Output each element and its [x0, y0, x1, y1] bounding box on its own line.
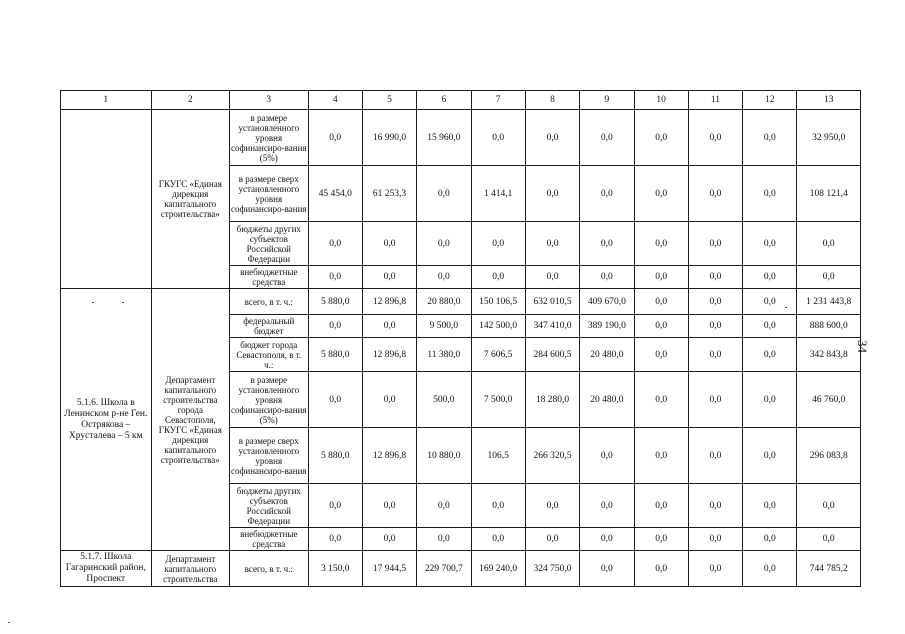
value-cell: 0,0	[688, 110, 742, 166]
funding-source-cell: всего, в т. ч.:	[230, 289, 308, 315]
object-cell: 5.1.7. Школа Гагаринский район, Проспект	[61, 551, 152, 587]
funding-source-cell: в размере сверх установленного уровня софинансиро-вания	[230, 166, 308, 222]
value-cell: 0,0	[417, 266, 471, 289]
value-cell: 0,0	[634, 166, 688, 222]
value-cell: 0,0	[580, 110, 634, 166]
value-cell: 5 880,0	[308, 338, 362, 372]
table-row	[61, 551, 861, 587]
value-cell: 20 880,0	[417, 289, 471, 315]
value-cell: 0,0	[525, 222, 579, 266]
value-cell: 9 500,0	[417, 315, 471, 338]
value-cell: 0,0	[308, 315, 362, 338]
value-cell: 0,0	[580, 166, 634, 222]
customer-cell: Департамент капитального строительства	[151, 551, 229, 587]
funding-source-cell: в размере сверх установленного уровня софинансиро-вания	[230, 428, 308, 484]
value-cell: 632 010,5	[525, 289, 579, 315]
total-cell: 0,0	[797, 528, 861, 551]
funding-source-cell: бюджеты других субъектов Российской Федерации	[230, 222, 308, 266]
value-cell: 3 150,0	[308, 551, 362, 587]
value-cell: 0,0	[580, 428, 634, 484]
column-number: 1	[61, 91, 152, 110]
total-cell: 342 843,8	[797, 338, 861, 372]
value-cell: 0,0	[471, 266, 525, 289]
value-cell: 7 500,0	[471, 372, 525, 428]
customer-cell: ГКУГС «Единая дирекция капитального строительства»	[151, 110, 229, 289]
value-cell: 0,0	[743, 484, 797, 528]
column-number: 6	[417, 91, 471, 110]
value-cell: 1 414,1	[471, 166, 525, 222]
funding-source-cell: федеральный бюджет	[230, 315, 308, 338]
value-cell: 106,5	[471, 428, 525, 484]
value-cell: 0,0	[308, 110, 362, 166]
value-cell: 15 960,0	[417, 110, 471, 166]
value-cell: 0,0	[471, 528, 525, 551]
value-cell: 0,0	[634, 110, 688, 166]
value-cell: 0,0	[362, 222, 416, 266]
value-cell: 0,0	[580, 551, 634, 587]
value-cell: 0,0	[417, 166, 471, 222]
value-cell: 0,0	[743, 372, 797, 428]
value-cell: 0,0	[743, 266, 797, 289]
value-cell: 0,0	[362, 484, 416, 528]
value-cell: 284 600,5	[525, 338, 579, 372]
value-cell: 10 880,0	[417, 428, 471, 484]
value-cell: 347 410,0	[525, 315, 579, 338]
value-cell: 0,0	[634, 289, 688, 315]
column-number: 8	[525, 91, 579, 110]
value-cell: 17 944,5	[362, 551, 416, 587]
value-cell: 150 106,5	[471, 289, 525, 315]
value-cell: 0,0	[362, 266, 416, 289]
column-number: 4	[308, 91, 362, 110]
value-cell: 0,0	[688, 372, 742, 428]
value-cell: 0,0	[634, 484, 688, 528]
value-cell: 500,0	[417, 372, 471, 428]
total-cell: 0,0	[797, 484, 861, 528]
value-cell: 0,0	[688, 222, 742, 266]
column-number: 9	[580, 91, 634, 110]
scan-speck	[785, 307, 787, 308]
value-cell: 12 896,8	[362, 338, 416, 372]
table-row	[61, 110, 861, 166]
value-cell: 0,0	[634, 266, 688, 289]
value-cell: 45 454,0	[308, 166, 362, 222]
value-cell: 0,0	[525, 266, 579, 289]
total-cell: 744 785,2	[797, 551, 861, 587]
value-cell: 0,0	[308, 372, 362, 428]
value-cell: 0,0	[308, 484, 362, 528]
funding-source-cell: бюджет города Севастополя, в т. ч.:	[230, 338, 308, 372]
object-cell: 5.1.6. Школа в Ленинском р-не Ген. Острякова – Хрусталева – 5 км	[61, 289, 152, 551]
value-cell: 229 700,7	[417, 551, 471, 587]
total-cell: 296 083,8	[797, 428, 861, 484]
column-number: 5	[362, 91, 416, 110]
value-cell: 0,0	[525, 110, 579, 166]
object-cell	[61, 110, 152, 289]
value-cell: 0,0	[362, 315, 416, 338]
value-cell: 0,0	[743, 315, 797, 338]
value-cell: 266 320,5	[525, 428, 579, 484]
funding-source-cell: внебюджетные средства	[230, 266, 308, 289]
column-number: 12	[743, 91, 797, 110]
block-c	[61, 551, 861, 587]
value-cell: 0,0	[417, 528, 471, 551]
value-cell: 0,0	[743, 338, 797, 372]
value-cell: 20 480,0	[580, 372, 634, 428]
value-cell: 61 253,3	[362, 166, 416, 222]
value-cell: 0,0	[362, 528, 416, 551]
value-cell: 18 280,0	[525, 372, 579, 428]
value-cell: 0,0	[743, 551, 797, 587]
value-cell: 0,0	[743, 289, 797, 315]
column-number: 2	[151, 91, 229, 110]
value-cell: 7 606,5	[471, 338, 525, 372]
customer-cell: Департамент капитального строительства города Севастополя, ГКУГС «Единая дирекция капитального строительства»	[151, 289, 229, 551]
value-cell: 0,0	[688, 484, 742, 528]
table-header-row	[61, 91, 861, 110]
value-cell: 0,0	[743, 528, 797, 551]
value-cell: 0,0	[634, 428, 688, 484]
value-cell: 0,0	[525, 528, 579, 551]
funding-source-cell: бюджеты других субъектов Российской Федерации	[230, 484, 308, 528]
value-cell: 0,0	[634, 222, 688, 266]
value-cell: 0,0	[688, 528, 742, 551]
value-cell: 0,0	[743, 166, 797, 222]
value-cell: 0,0	[471, 110, 525, 166]
funding-source-cell: внебюджетные средства	[230, 528, 308, 551]
value-cell: 0,0	[525, 484, 579, 528]
total-cell: 46 760,0	[797, 372, 861, 428]
column-number: 11	[688, 91, 742, 110]
scan-speck	[122, 302, 124, 303]
column-number: 10	[634, 91, 688, 110]
value-cell: 0,0	[471, 222, 525, 266]
column-number: 13	[797, 91, 861, 110]
total-cell: 0,0	[797, 222, 861, 266]
value-cell: 0,0	[580, 484, 634, 528]
value-cell: 11 380,0	[417, 338, 471, 372]
budget-table	[60, 90, 861, 587]
value-cell: 0,0	[634, 315, 688, 338]
value-cell: 12 896,8	[362, 289, 416, 315]
value-cell: 0,0	[688, 289, 742, 315]
value-cell: 0,0	[308, 222, 362, 266]
block-b	[61, 289, 861, 551]
total-cell: 1 231 443,8	[797, 289, 861, 315]
value-cell: 0,0	[634, 551, 688, 587]
value-cell: 0,0	[688, 551, 742, 587]
value-cell: 0,0	[362, 372, 416, 428]
scan-speck	[8, 622, 10, 623]
value-cell: 0,0	[580, 222, 634, 266]
value-cell: 0,0	[308, 266, 362, 289]
total-cell: 888 600,0	[797, 315, 861, 338]
value-cell: 0,0	[743, 110, 797, 166]
value-cell: 409 670,0	[580, 289, 634, 315]
table-row	[61, 289, 861, 315]
value-cell: 0,0	[688, 166, 742, 222]
value-cell: 0,0	[688, 266, 742, 289]
value-cell: 0,0	[308, 528, 362, 551]
value-cell: 0,0	[688, 315, 742, 338]
value-cell: 5 880,0	[308, 289, 362, 315]
value-cell: 0,0	[634, 372, 688, 428]
funding-source-cell: всего, в т. ч.:	[230, 551, 308, 587]
column-number: 7	[471, 91, 525, 110]
value-cell: 5 880,0	[308, 428, 362, 484]
value-cell: 0,0	[634, 528, 688, 551]
value-cell: 324 750,0	[525, 551, 579, 587]
value-cell: 142 500,0	[471, 315, 525, 338]
block-a	[61, 110, 861, 289]
scan-speck	[92, 302, 94, 303]
funding-source-cell: в размере установленного уровня софинансиро-вания (5%)	[230, 372, 308, 428]
value-cell: 20 480,0	[580, 338, 634, 372]
total-cell: 108 121,4	[797, 166, 861, 222]
value-cell: 0,0	[525, 166, 579, 222]
value-cell: 12 896,8	[362, 428, 416, 484]
value-cell: 0,0	[580, 528, 634, 551]
column-number: 3	[230, 91, 308, 110]
value-cell: 16 990,0	[362, 110, 416, 166]
total-cell: 0,0	[797, 266, 861, 289]
total-cell: 32 950,0	[797, 110, 861, 166]
value-cell: 169 240,0	[471, 551, 525, 587]
value-cell: 0,0	[688, 338, 742, 372]
value-cell: 0,0	[417, 222, 471, 266]
page-number: 34	[855, 340, 870, 353]
value-cell: 0,0	[634, 338, 688, 372]
value-cell: 0,0	[417, 484, 471, 528]
value-cell: 389 190,0	[580, 315, 634, 338]
funding-source-cell: в размере установленного уровня софинансиро-вания (5%)	[230, 110, 308, 166]
value-cell: 0,0	[688, 428, 742, 484]
value-cell: 0,0	[743, 222, 797, 266]
value-cell: 0,0	[743, 428, 797, 484]
value-cell: 0,0	[471, 484, 525, 528]
value-cell: 0,0	[580, 266, 634, 289]
